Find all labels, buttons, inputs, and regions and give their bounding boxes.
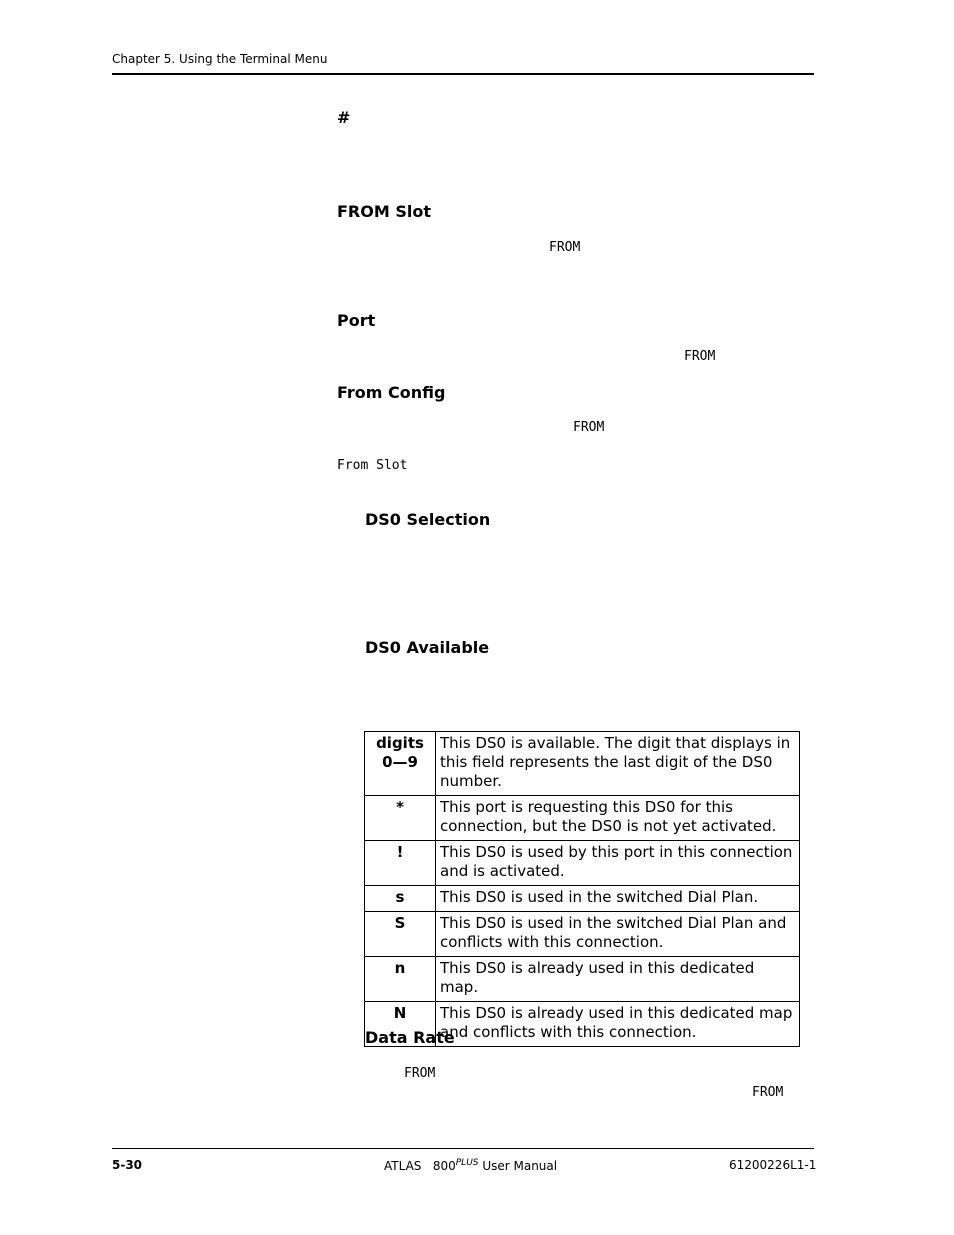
status-description: This DS0 is used in the switched Dial Plan and conflicts with this connection.: [436, 912, 800, 957]
from-config-heading: From Config: [337, 383, 446, 402]
page-number: 5-30: [112, 1158, 143, 1172]
from-label-2: FROM: [684, 349, 716, 364]
from-slot-menu-item: From Slot: [337, 458, 408, 473]
status-symbol: !: [365, 841, 436, 886]
table-row: [365, 912, 800, 957]
table-row: [365, 957, 800, 1002]
manual-title-sup: PLUS: [455, 1158, 479, 1168]
status-symbol: n: [365, 957, 436, 1002]
table-row: [365, 796, 800, 841]
port-heading: Port: [337, 311, 376, 330]
status-symbol: N: [365, 1002, 436, 1047]
status-description: This DS0 is used in the switched Dial Plan.: [436, 886, 800, 912]
status-symbol: *: [365, 796, 436, 841]
status-symbol: digits 0—9: [365, 732, 436, 796]
data-rate-heading: Data Rate: [365, 1028, 455, 1047]
from-slot-heading: FROM Slot: [337, 202, 431, 221]
status-symbol: s: [365, 886, 436, 912]
from-label-3: FROM: [573, 420, 605, 435]
from-label-4: FROM: [404, 1066, 436, 1081]
table-row: [365, 732, 800, 796]
status-description: This DS0 is already used in this dedicated map.: [436, 957, 800, 1002]
status-description: This DS0 is already used in this dedicated map and conflicts with this connection.: [436, 1002, 800, 1047]
chapter-header: Chapter 5. Using the Terminal Menu: [112, 52, 328, 66]
footer-rule: [112, 1148, 814, 1149]
from-label-1: FROM: [549, 240, 581, 255]
status-description: This DS0 is used by this port in this connection and is activated.: [436, 841, 800, 886]
ds0-selection-heading: DS0 Selection: [365, 510, 491, 529]
manual-title: [384, 1158, 557, 1173]
status-description: This port is requesting this DS0 for this connection, but the DS0 is not yet activated.: [436, 796, 800, 841]
table-row: [365, 886, 800, 912]
doc-number: 61200226L1-1: [729, 1158, 817, 1172]
from-label-5: FROM: [752, 1085, 784, 1100]
table-row: [365, 841, 800, 886]
ds0-available-heading: DS0 Available: [365, 638, 490, 657]
manual-title-prefix: ATLAS 800: [384, 1159, 456, 1173]
status-description: This DS0 is available. The digit that displays in this field represents the last digit of the DS0 number.: [436, 732, 800, 796]
hash-heading: #: [337, 108, 351, 127]
header-rule: [112, 73, 814, 75]
ds0-status-table: [364, 731, 800, 1047]
status-symbol: S: [365, 912, 436, 957]
manual-title-suffix: User Manual: [478, 1159, 558, 1173]
